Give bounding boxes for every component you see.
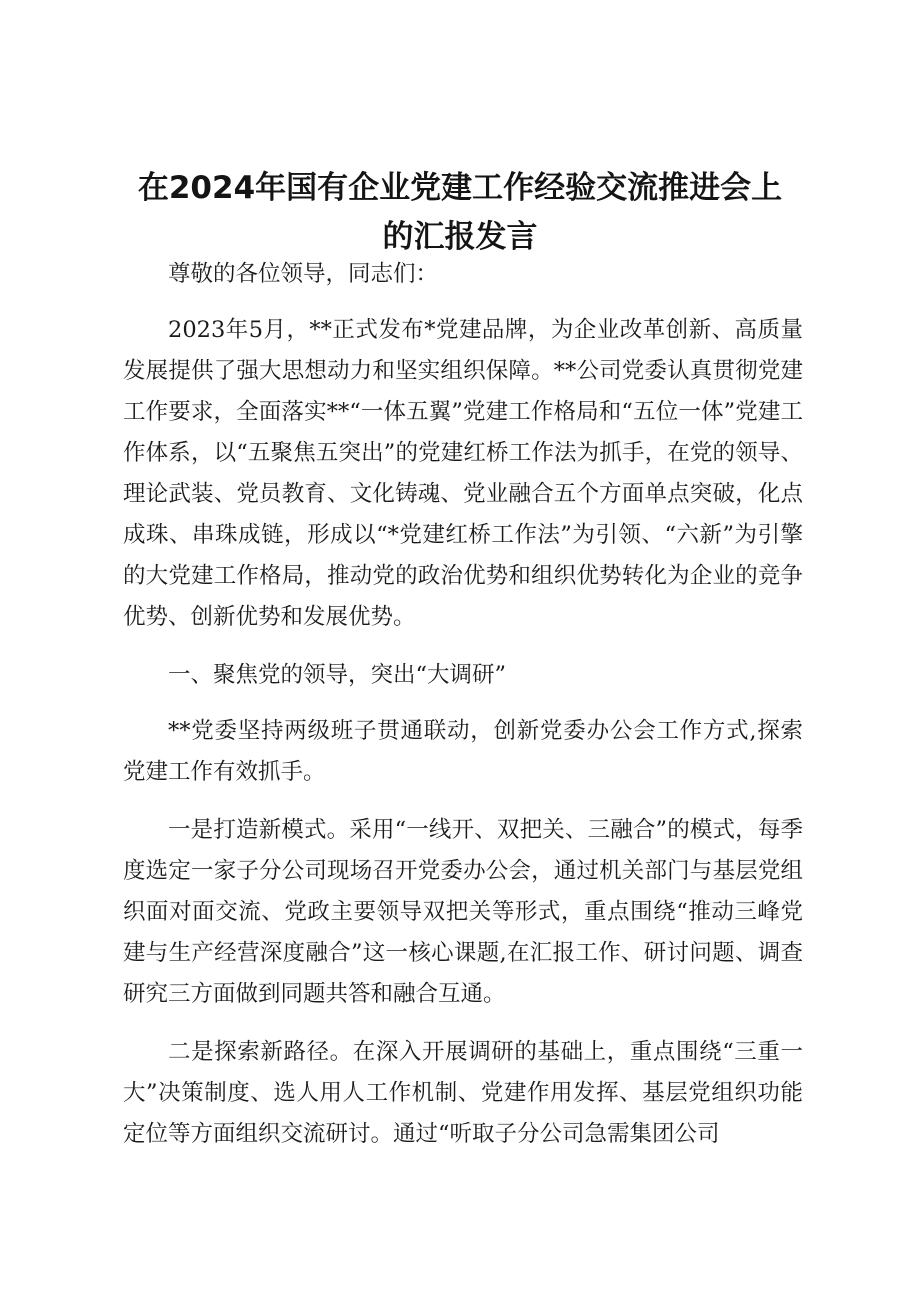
- title-line-1: 在2024年国有企业党建工作经验交流推进会上: [137, 170, 783, 206]
- paragraph-intro: 2023年5月，**正式发布*党建品牌，为企业改革创新、高质量发展提供了强大思想动力和坚实组织保障。**公司党委认真贯彻党建工作要求，全面落实**“一体五翼”党建工作格局和“五位一体”党建工作体系，以“五聚焦五突出”的党建红桥工作法为抓手，在党的领导、理论武装、党员教育、文化铸魂、党业融合五个方面单点突破，化点成珠、串珠成链，形成以“*党建红桥工作法”为引领、“六新”为引擎的大党建工作格局，推动党的政治优势和组织优势转化为企业的竞争优势、创新优势和发展优势。: [123, 317, 803, 630]
- paragraph-new-model: 一是打造新模式。采用“一线开、双把关、三融合”的模式，每季度选定一家子分公司现场召开党委办公会，通过机关部门与基层党组织面对面交流、党政主要领导双把关等形式，重点围绕“推动三峰党建与生产经营深度融合”这一核心课题,在汇报工作、研讨问题、调查研究三方面做到同题共答和融合互通。: [123, 817, 803, 1007]
- section-heading-1: 一、聚焦党的领导，突出“大调研”: [168, 662, 507, 688]
- paragraph-section-1-summary: **党委坚持两级班子贯通联动，创新党委办公会工作方式,探索党建工作有效抓手。: [123, 718, 803, 785]
- paragraph-new-path: 二是探索新路径。在深入开展调研的基础上，重点围绕“三重一大”决策制度、选人用人工作机制、党建作用发挥、基层党组织功能定位等方面组织交流研讨。通过“听取子分公司急需集团公司: [123, 1039, 803, 1147]
- title-line-2: 的汇报发言: [382, 219, 538, 255]
- document-body: [123, 254, 803, 1172]
- salutation: 尊敬的各位领导，同志们：: [168, 261, 439, 287]
- document-title: [100, 164, 820, 262]
